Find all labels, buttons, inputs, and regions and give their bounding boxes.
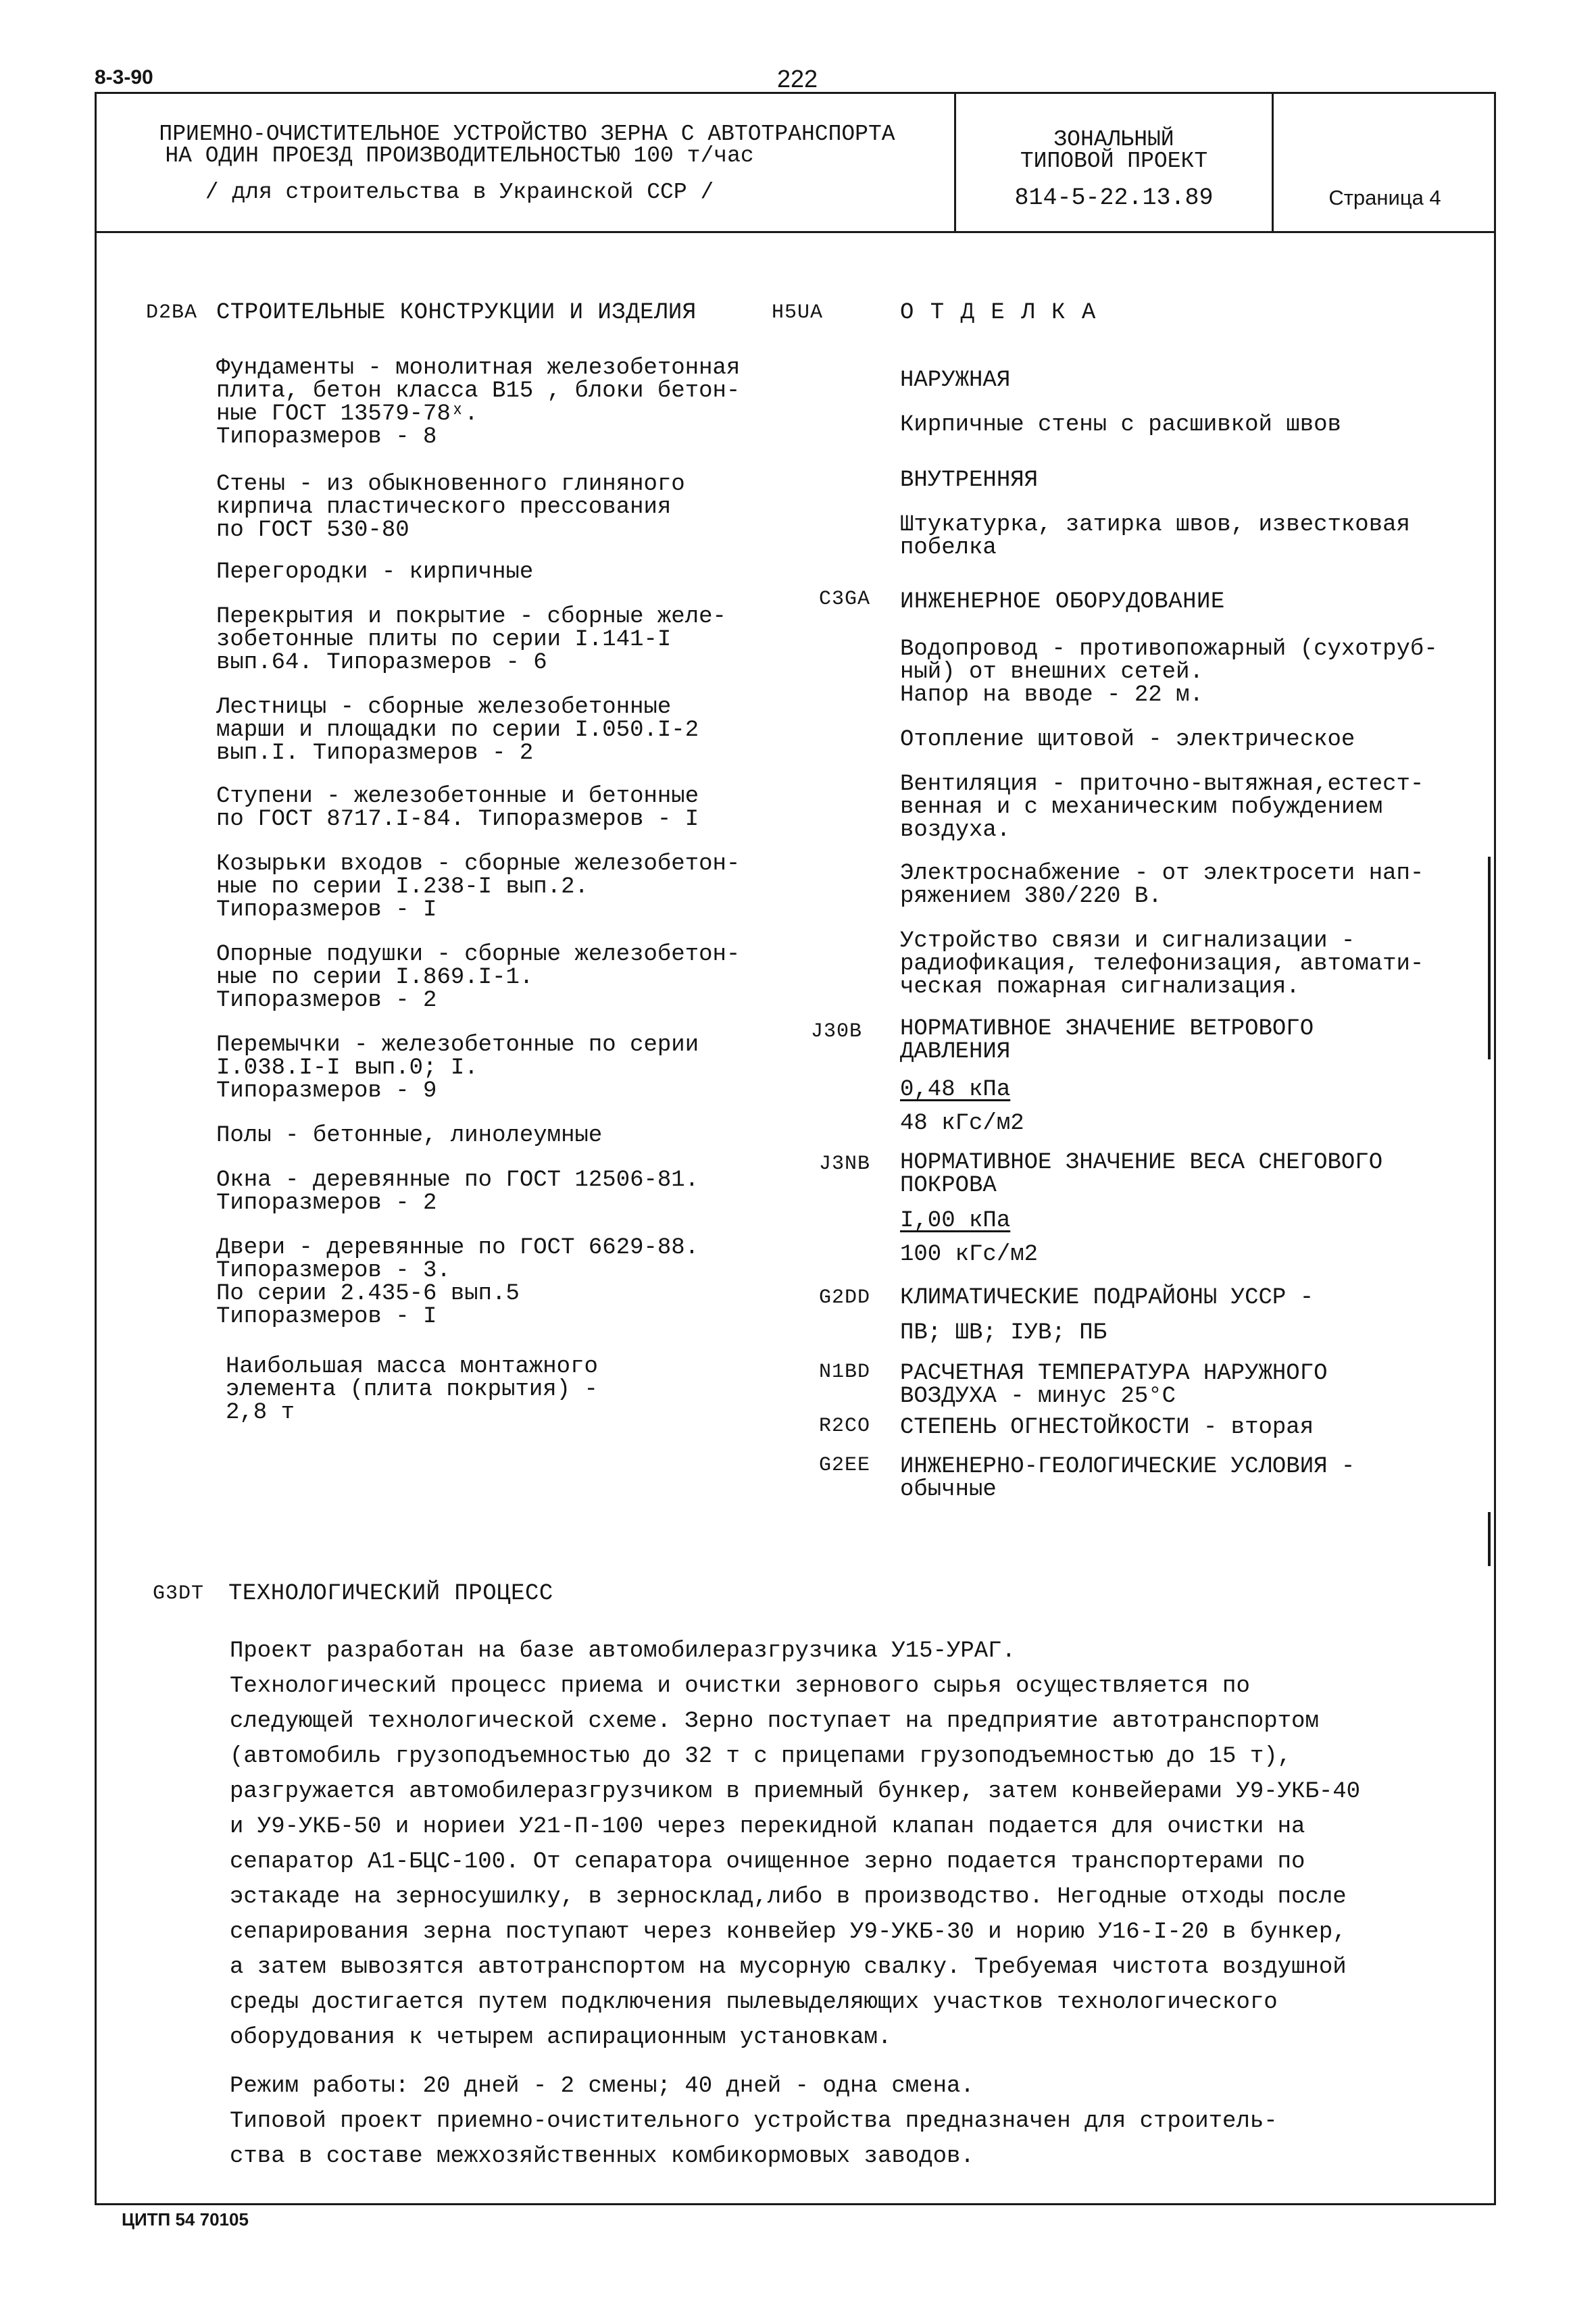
- section-code: C3GA: [819, 588, 871, 611]
- section-code: G2EE: [819, 1454, 871, 1477]
- structure-item: Окна - деревянные по ГОСТ 12506-81. Типоразмеров - 2: [216, 1167, 699, 1216]
- header-title-line: ПРИЕМНО-ОЧИСТИТЕЛЬНОЕ УСТРОЙСТВО ЗЕРНА С АВТОТРАНСПОРТА: [159, 122, 895, 147]
- snow-load-title: НОРМАТИВНОЕ ЗНАЧЕНИЕ ВЕСА СНЕГОВОГО ПОКРОВА: [900, 1150, 1383, 1199]
- sheet-page-label: Страница 4: [1328, 186, 1441, 209]
- process-text-line: Проект разработан на базе автомобилеразгрузчика У15-УРАГ.: [230, 1638, 1016, 1664]
- section-code: D2BA: [146, 301, 198, 324]
- finish-inner-text: Штукатурка, затирка швов, известковая побелка: [900, 512, 1410, 561]
- finish-outer-text: Кирпичные стены с расшивкой швов: [900, 412, 1341, 438]
- structure-item: Козырьки входов - сборные железобетон- ные по серии I.238-I вып.2. Типоразмеров - I: [216, 851, 741, 923]
- process-text-line: эстакаде на зерносушилку, в зерносклад,либо в производство. Негодные отходы после: [230, 1884, 1347, 1910]
- margin-mark: [1488, 857, 1491, 1059]
- structure-item: Ступени - железобетонные и бетонные по ГОСТ 8717.I-84. Типоразмеров - I: [216, 784, 699, 832]
- structure-item: Лестницы - сборные железобетонные марши и площадки по серии I.050.I-2 вып.I. Типоразмеров - 2: [216, 695, 699, 766]
- section-code: G3DT: [153, 1582, 205, 1605]
- engineering-item: Отопление щитовой - электрическое: [900, 727, 1355, 753]
- structure-item: Наибольшая масса монтажного элемента (плита покрытия) - 2,8 т: [226, 1354, 598, 1426]
- section-title-finish: О Т Д Е Л К А: [900, 300, 1097, 326]
- process-text-line: разгружается автомобилеразгрузчиком в приемный бункер, затем конвейерами У9-УКБ-40: [230, 1779, 1361, 1805]
- process-text-line: а затем вывозятся автотранспортом на мусорную свалку. Требуемая чистота воздушной: [230, 1955, 1347, 1980]
- engineering-item: Водопровод - противопожарный (сухотруб- ный) от внешних сетей. Напор на вводе - 22 м.: [900, 636, 1438, 708]
- header-divider: [95, 231, 1496, 233]
- print-stamp: ЦИТП 54 70105: [122, 2209, 249, 2230]
- project-type-line: ЗОНАЛЬНЫЙ: [1053, 127, 1174, 152]
- work-mode: Режим работы: 20 дней - 2 смены; 40 дней - одна смена.: [230, 2073, 974, 2099]
- wind-pressure-value-alt: 48 кГс/м2: [900, 1111, 1024, 1136]
- process-text-line: следующей технологической схеме. Зерно поступает на предприятие автотранспортом: [230, 1709, 1319, 1734]
- engineering-item: Вентиляция - приточно-вытяжная,естест- венная и с механическим побуждением воздуха.: [900, 772, 1424, 843]
- document-code: 8-3-90: [95, 66, 153, 89]
- header-subtitle: / для строительства в Украинской ССР /: [205, 180, 714, 205]
- section-code: H5UA: [772, 301, 824, 324]
- structure-item: Полы - бетонные, линолеумные: [216, 1123, 603, 1149]
- finish-inner-label: ВНУТРЕННЯЯ: [900, 468, 1039, 493]
- structure-item: Опорные подушки - сборные железобетон- ные по серии I.869.I-1. Типоразмеров - 2: [216, 942, 741, 1013]
- fire-resistance: СТЕПЕНЬ ОГНЕСТОЙКОСТИ - вторая: [900, 1415, 1314, 1440]
- header-column-divider: [1272, 92, 1274, 233]
- section-code: N1BD: [819, 1361, 871, 1384]
- wind-pressure-title: НОРМАТИВНОЕ ЗНАЧЕНИЕ ВЕТРОВОГО ДАВЛЕНИЯ: [900, 1016, 1314, 1065]
- outdoor-temperature: РАСЧЕТНАЯ ТЕМПЕРАТУРА НАРУЖНОГО ВОЗДУХА - минус 25°С: [900, 1361, 1328, 1409]
- process-text-line: среды достигается путем подключения пылевыделяющих участков технологического: [230, 1990, 1278, 2015]
- structure-item: Перемычки - железобетонные по серии I.038.I-I вып.0; I. Типоразмеров - 9: [216, 1032, 699, 1104]
- section-title-engineering: ИНЖЕНЕРНОЕ ОБОРУДОВАНИЕ: [900, 589, 1225, 615]
- section-title-structures: СТРОИТЕЛЬНЫЕ КОНСТРУКЦИИ И ИЗДЕЛИЯ: [216, 300, 697, 326]
- header-title-line: НА ОДИН ПРОЕЗД ПРОИЗВОДИТЕЛЬНОСТЬЮ 100 т/час: [165, 143, 754, 168]
- section-code: G2DD: [819, 1286, 871, 1309]
- engineering-item: Устройство связи и сигнализации - радиофикация, телефонизация, автомати- ческая пожарная сигнализация.: [900, 928, 1424, 1000]
- section-code: J30B: [811, 1020, 863, 1043]
- purpose-line: ства в составе межхозяйственных комбикормовых заводов.: [230, 2144, 974, 2169]
- engineering-item: Электроснабжение - от электросети нап- ряжением 380/220 В.: [900, 861, 1424, 909]
- climate-subregions-title: КЛИМАТИЧЕСКИЕ ПОДРАЙОНЫ УССР -: [900, 1285, 1314, 1311]
- purpose-line: Типовой проект приемно-очистительного устройства предназначен для строитель-: [230, 2109, 1278, 2134]
- section-code: J3NB: [819, 1153, 871, 1176]
- finish-outer-label: НАРУЖНАЯ: [900, 368, 1011, 393]
- process-text-line: и У9-УКБ-50 и нориеи У21-П-100 через перекидной клапан подается для очистки на: [230, 1814, 1305, 1840]
- project-type-line: ТИПОВОЙ ПРОЕКТ: [1020, 149, 1208, 174]
- snow-load-value: I,00 кПа: [900, 1208, 1011, 1234]
- structure-item: Фундаменты - монолитная железобетонная плита, бетон класса В15 , блоки бетон- ные ГОСТ 13579-78ˣ. Типоразмеров - 8: [216, 355, 741, 450]
- wind-pressure-value: 0,48 кПа: [900, 1077, 1011, 1103]
- structure-item: Стены - из обыкновенного глиняного кирпича пластического прессования по ГОСТ 530-80: [216, 472, 685, 543]
- margin-mark: [1488, 1512, 1491, 1566]
- process-text-line: (автомобиль грузоподъемностью до 32 т с прицепами грузоподъемностью до 15 т),: [230, 1744, 1292, 1769]
- project-number: 814-5-22.13.89: [1014, 184, 1214, 211]
- section-title-process: ТЕХНОЛОГИЧЕСКИЙ ПРОЦЕСС: [228, 1581, 553, 1607]
- geological-conditions: ИНЖЕНЕРНО-ГЕОЛОГИЧЕСКИЕ УСЛОВИЯ - обычные: [900, 1454, 1355, 1503]
- structure-item: Перегородки - кирпичные: [216, 559, 534, 585]
- climate-subregions-value: ПВ; ШВ; IУВ; ПБ: [900, 1320, 1107, 1346]
- process-text-line: сепаратор А1-БЦС-100. От сепаратора очищенное зерно подается транспортерами по: [230, 1849, 1305, 1875]
- snow-load-value-alt: 100 кГс/м2: [900, 1242, 1039, 1267]
- section-code: R2CO: [819, 1415, 871, 1438]
- process-text-line: оборудования к четырем аспирационным установкам.: [230, 2025, 892, 2051]
- process-text-line: сепарирования зерна поступают через конвейер У9-УКБ-30 и норию У16-I-20 в бункер,: [230, 1919, 1347, 1945]
- structure-item: Двери - деревянные по ГОСТ 6629-88. Типоразмеров - 3. По серии 2.435-6 вып.5 Типоразмеров - I: [216, 1235, 699, 1330]
- structure-item: Перекрытия и покрытие - сборные желе- зобетонные плиты по серии I.141-I вып.64. Типоразмеров - 6: [216, 604, 726, 676]
- page-number: 222: [777, 65, 818, 93]
- process-text-line: Технологический процесс приема и очистки зернового сырья осуществляется по: [230, 1674, 1250, 1699]
